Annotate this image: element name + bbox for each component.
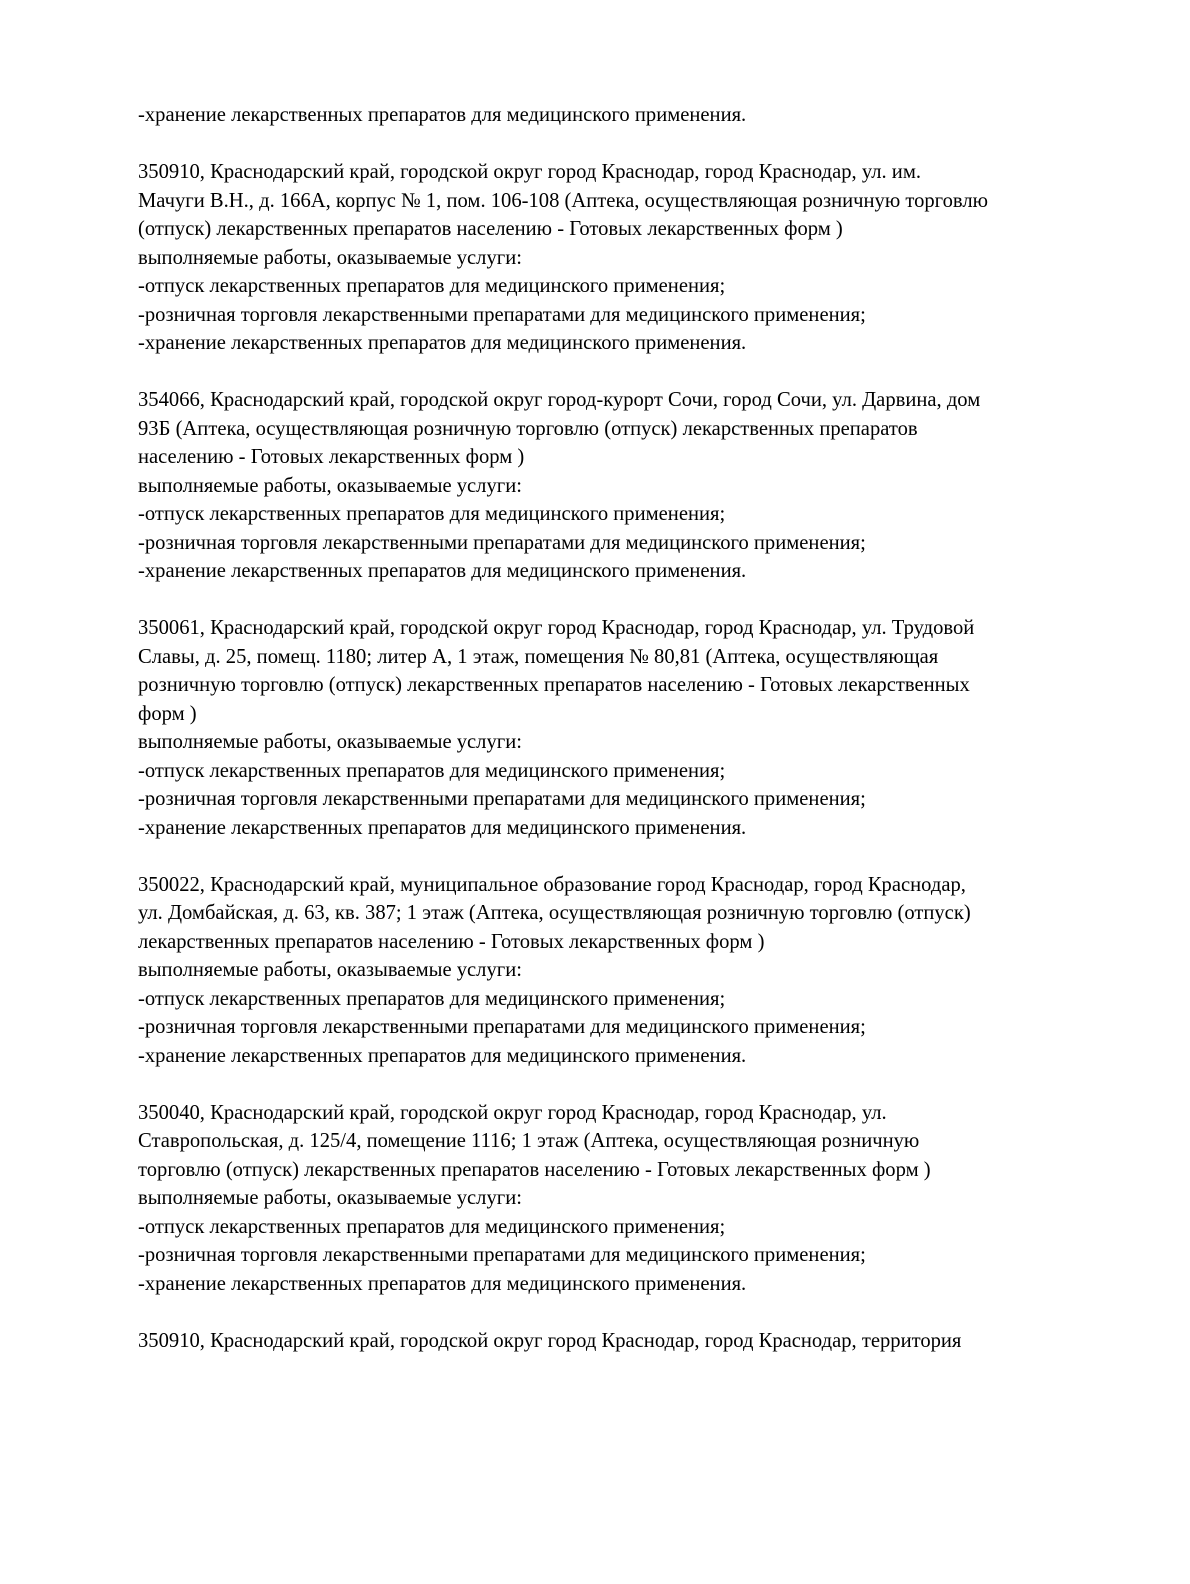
text-line: -розничная торговля лекарственными препаратами для медицинского применения; [138, 1244, 866, 1266]
text-line: Ставропольская, д. 125/4, помещение 1116; 1 этаж (Аптека, осуществляющая розничную [138, 1130, 920, 1152]
address-entry [138, 1099, 1128, 1299]
text-line: -хранение лекарственных препаратов для медицинского применения. [138, 332, 747, 354]
address-entry [138, 614, 1128, 842]
address-entry [138, 871, 1128, 1071]
text-line: выполняемые работы, оказываемые услуги: [138, 474, 522, 497]
text-line: -хранение лекарственных препаратов для медицинского применения. [138, 1272, 747, 1295]
text-line: (отпуск) лекарственных препаратов населению - Готовых лекарственных форм ) [138, 218, 843, 240]
text-line: -отпуск лекарственных препаратов для медицинского применения; [138, 275, 726, 297]
text-line: -хранение лекарственных препаратов для медицинского применения. [138, 1044, 747, 1067]
document-body [138, 101, 1128, 1384]
text-line: Мачуги В.Н., д. 166А, корпус № 1, пом. 106-108 (Аптека, осуществляющая розничную торговлю [138, 189, 989, 212]
text-line: -розничная торговля лекарственными препаратами для медицинского применения; [138, 531, 866, 554]
text-line: 350040, Краснодарский край, городской округ город Краснодар, город Краснодар, ул. [138, 1101, 887, 1124]
text-line: ул. Домбайская, д. 63, кв. 387; 1 этаж (Аптека, осуществляющая розничную торговлю (отпуск) [138, 902, 971, 924]
text-line: -отпуск лекарственных препаратов для медицинского применения; [138, 759, 726, 782]
text-line: -отпуск лекарственных препаратов для медицинского применения; [138, 1215, 726, 1238]
text-line: -отпуск лекарственных препаратов для медицинского применения; [138, 503, 726, 525]
text-line: выполняемые работы, оказываемые услуги: [138, 731, 522, 753]
text-line: Славы, д. 25, помещ. 1180; литер А, 1 этаж, помещения № 80,81 (Аптека, осуществляющая [138, 645, 939, 668]
text-line: -розничная торговля лекарственными препаратами для медицинского применения; [138, 788, 866, 810]
text-line: форм ) [138, 702, 197, 725]
text-line: 350910, Краснодарский край, городской округ город Краснодар, город Краснодар, территория [138, 1329, 962, 1352]
text-line: -розничная торговля лекарственными препаратами для медицинского применения; [138, 303, 866, 326]
text-line: 93Б (Аптека, осуществляющая розничную торговлю (отпуск) лекарственных препаратов [138, 417, 918, 440]
text-line: торговлю (отпуск) лекарственных препаратов населению - Готовых лекарственных форм ) [138, 1158, 931, 1181]
address-entry [138, 386, 1128, 586]
text-line: -отпуск лекарственных препаратов для медицинского применения; [138, 987, 726, 1010]
text-line: лекарственных препаратов населению - Готовых лекарственных форм ) [138, 930, 765, 953]
text-line: выполняемые работы, оказываемые услуги: [138, 1187, 522, 1209]
text-line: -розничная торговля лекарственными препаратами для медицинского применения; [138, 1016, 866, 1038]
text-line: выполняемые работы, оказываемые услуги: [138, 959, 522, 981]
address-entry [138, 1327, 1128, 1356]
address-entry [138, 101, 1128, 130]
text-line: 354066, Краснодарский край, городской округ город-курорт Сочи, город Сочи, ул. Дарвина, дом [138, 389, 981, 411]
text-line: 350910, Краснодарский край, городской округ город Краснодар, город Краснодар, ул. им. [138, 161, 922, 183]
address-entry [138, 158, 1128, 358]
text-line: розничную торговлю (отпуск) лекарственных препаратов населению - Готовых лекарственных [138, 674, 970, 696]
text-line: 350061, Краснодарский край, городской округ город Краснодар, город Краснодар, ул. Трудовой [138, 617, 975, 639]
text-line: -хранение лекарственных препаратов для медицинского применения. [138, 104, 747, 126]
text-line: -хранение лекарственных препаратов для медицинского применения. [138, 816, 747, 839]
text-line: -хранение лекарственных препаратов для медицинского применения. [138, 560, 747, 582]
text-line: населению - Готовых лекарственных форм ) [138, 446, 525, 468]
text-line: 350022, Краснодарский край, муниципальное образование город Краснодар, город Краснодар, [138, 873, 966, 896]
text-line: выполняемые работы, оказываемые услуги: [138, 246, 522, 269]
